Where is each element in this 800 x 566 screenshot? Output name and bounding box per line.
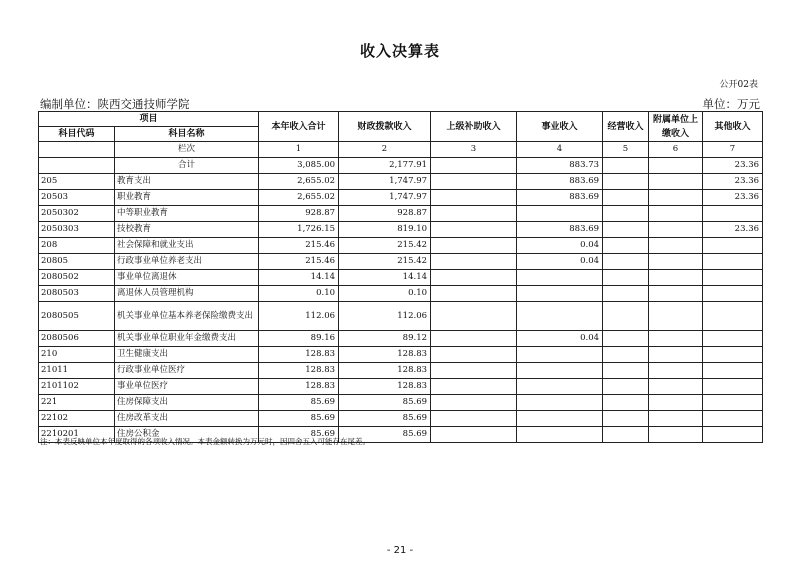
cell-code: 2080505	[39, 302, 115, 331]
affiliated-header: 附属单位上缴收入	[649, 112, 703, 142]
cell-total: 14.14	[259, 270, 339, 286]
cell-name: 中等职业教育	[115, 206, 259, 222]
cell-operating	[603, 302, 649, 331]
cell-business: 883.73	[517, 158, 603, 174]
total-header: 本年收入合计	[259, 112, 339, 142]
cell-code: 210	[39, 347, 115, 363]
cell-superior	[431, 347, 517, 363]
cell-code: 205	[39, 174, 115, 190]
cell-superior	[431, 286, 517, 302]
cell-operating	[603, 190, 649, 206]
cell-fiscal: 0.10	[339, 286, 431, 302]
cell-business	[517, 270, 603, 286]
cell-total: 85.69	[259, 395, 339, 411]
currency-unit: 单位：万元	[702, 97, 760, 111]
column-index-label: 栏次	[115, 142, 259, 158]
cell-operating	[603, 206, 649, 222]
cell-other	[703, 286, 763, 302]
cell-affiliated	[649, 206, 703, 222]
table-row	[39, 347, 763, 363]
cell-other	[703, 254, 763, 270]
cell-total: 215.46	[259, 254, 339, 270]
compiling-unit: 编制单位：陕西交通技师学院	[40, 97, 190, 111]
cell-name: 住房保障支出	[115, 395, 259, 411]
cell-other	[703, 238, 763, 254]
cell-other	[703, 302, 763, 331]
table-row	[39, 190, 763, 206]
cell-operating	[603, 331, 649, 347]
cell-business	[517, 427, 603, 443]
income-table	[38, 111, 763, 443]
column-number: 7	[703, 142, 763, 158]
cell-other	[703, 427, 763, 443]
table-row	[39, 174, 763, 190]
cell-business: 0.04	[517, 238, 603, 254]
item-header: 项目	[39, 112, 259, 127]
cell-name: 事业单位离退休	[115, 270, 259, 286]
cell-fiscal: 819.10	[339, 222, 431, 238]
cell-affiliated	[649, 254, 703, 270]
cell-fiscal: 89.12	[339, 331, 431, 347]
cell-operating	[603, 363, 649, 379]
cell-name: 行政事业单位养老支出	[115, 254, 259, 270]
cell-business	[517, 395, 603, 411]
cell-fiscal: 85.69	[339, 427, 431, 443]
cell-other: 23.36	[703, 158, 763, 174]
cell-affiliated	[649, 190, 703, 206]
cell-fiscal: 1,747.97	[339, 174, 431, 190]
cell-superior	[431, 331, 517, 347]
table-row	[39, 286, 763, 302]
table-code: 公开02表	[719, 80, 758, 90]
cell-superior	[431, 254, 517, 270]
cell-fiscal: 14.14	[339, 270, 431, 286]
cell-code: 22102	[39, 411, 115, 427]
cell-affiliated	[649, 363, 703, 379]
cell-superior	[431, 379, 517, 395]
cell-affiliated	[649, 347, 703, 363]
fiscal-header: 财政拨款收入	[339, 112, 431, 142]
cell-operating	[603, 411, 649, 427]
cell-name: 合计	[115, 158, 259, 174]
cell-other	[703, 270, 763, 286]
cell-business	[517, 347, 603, 363]
cell-business: 883.69	[517, 222, 603, 238]
cell-total: 85.69	[259, 411, 339, 427]
cell-business: 883.69	[517, 174, 603, 190]
cell-total: 128.83	[259, 347, 339, 363]
cell-name: 卫生健康支出	[115, 347, 259, 363]
column-number: 1	[259, 142, 339, 158]
cell-total: 2,655.02	[259, 174, 339, 190]
cell-affiliated	[649, 379, 703, 395]
cell-total: 128.83	[259, 363, 339, 379]
cell-business: 883.69	[517, 190, 603, 206]
cell-superior	[431, 302, 517, 331]
cell-affiliated	[649, 302, 703, 331]
cell-superior	[431, 395, 517, 411]
cell-business	[517, 363, 603, 379]
cell-total: 112.06	[259, 302, 339, 331]
cell-fiscal: 85.69	[339, 395, 431, 411]
cell-affiliated	[649, 238, 703, 254]
cell-operating	[603, 286, 649, 302]
cell-total: 2,655.02	[259, 190, 339, 206]
cell-fiscal: 128.83	[339, 347, 431, 363]
cell-code: 2101102	[39, 379, 115, 395]
cell-business	[517, 379, 603, 395]
table-row	[39, 238, 763, 254]
cell-code: 2080502	[39, 270, 115, 286]
cell-superior	[431, 158, 517, 174]
cell-affiliated	[649, 427, 703, 443]
cell-code: 2050302	[39, 206, 115, 222]
cell-name: 机关事业单位职业年金缴费支出	[115, 331, 259, 347]
cell-superior	[431, 238, 517, 254]
footnote: 注：本表反映单位本年度取得的各项收入情况。本表金额转换为万元时，因四舍五入可能存在尾差。	[40, 437, 370, 446]
cell-code	[39, 158, 115, 174]
cell-fiscal: 128.83	[339, 379, 431, 395]
cell-operating	[603, 395, 649, 411]
cell-name: 社会保障和就业支出	[115, 238, 259, 254]
table-row	[39, 379, 763, 395]
table-row	[39, 270, 763, 286]
cell-other	[703, 206, 763, 222]
cell-operating	[603, 347, 649, 363]
cell-business	[517, 302, 603, 331]
column-number: 6	[649, 142, 703, 158]
cell-name: 离退休人员管理机构	[115, 286, 259, 302]
cell-fiscal: 128.83	[339, 363, 431, 379]
cell-code: 21011	[39, 363, 115, 379]
cell-business	[517, 411, 603, 427]
cell-superior	[431, 411, 517, 427]
table-row	[39, 363, 763, 379]
table-row	[39, 302, 763, 331]
cell-total: 85.69	[259, 427, 339, 443]
cell-affiliated	[649, 286, 703, 302]
name-header: 科目名称	[115, 127, 259, 142]
cell-fiscal: 2,177.91	[339, 158, 431, 174]
superior-header: 上级补助收入	[431, 112, 517, 142]
cell-affiliated	[649, 411, 703, 427]
code-header: 科目代码	[39, 127, 115, 142]
cell-other	[703, 379, 763, 395]
cell-name: 住房公积金	[115, 427, 259, 443]
cell-business	[517, 206, 603, 222]
cell-fiscal: 112.06	[339, 302, 431, 331]
cell-other	[703, 395, 763, 411]
cell-other: 23.36	[703, 174, 763, 190]
table-row	[39, 222, 763, 238]
cell-superior	[431, 206, 517, 222]
table-row	[39, 158, 763, 174]
cell-business: 0.04	[517, 331, 603, 347]
cell-other: 23.36	[703, 190, 763, 206]
cell-business	[517, 286, 603, 302]
column-number: 3	[431, 142, 517, 158]
cell-fiscal: 1,747.97	[339, 190, 431, 206]
cell-code: 208	[39, 238, 115, 254]
cell-superior	[431, 427, 517, 443]
cell-total: 0.10	[259, 286, 339, 302]
cell-other	[703, 363, 763, 379]
cell-total: 89.16	[259, 331, 339, 347]
cell-operating	[603, 222, 649, 238]
cell-superior	[431, 363, 517, 379]
cell-affiliated	[649, 331, 703, 347]
cell-operating	[603, 174, 649, 190]
cell-affiliated	[649, 158, 703, 174]
cell-superior	[431, 222, 517, 238]
table-row	[39, 206, 763, 222]
cell-code: 2210201	[39, 427, 115, 443]
column-number: 2	[339, 142, 431, 158]
cell-operating	[603, 427, 649, 443]
cell-name: 机关事业单位基本养老保险缴费支出	[115, 302, 259, 331]
cell-total: 928.87	[259, 206, 339, 222]
cell-code: 2050303	[39, 222, 115, 238]
cell-affiliated	[649, 174, 703, 190]
cell-code: 20503	[39, 190, 115, 206]
cell-other	[703, 411, 763, 427]
cell-total: 1,726.15	[259, 222, 339, 238]
cell-operating	[603, 238, 649, 254]
cell-superior	[431, 270, 517, 286]
cell-affiliated	[649, 222, 703, 238]
page-title: 收入决算表	[359, 42, 440, 60]
table-row	[39, 331, 763, 347]
column-number: 5	[603, 142, 649, 158]
cell-other	[703, 347, 763, 363]
cell-other	[703, 331, 763, 347]
cell-fiscal: 215.42	[339, 238, 431, 254]
cell-code: 20805	[39, 254, 115, 270]
cell-business: 0.04	[517, 254, 603, 270]
column-number: 4	[517, 142, 603, 158]
cell-name: 住房改革支出	[115, 411, 259, 427]
cell-operating	[603, 379, 649, 395]
cell-total: 128.83	[259, 379, 339, 395]
cell-operating	[603, 270, 649, 286]
operating-header: 经营收入	[603, 112, 649, 142]
cell-affiliated	[649, 395, 703, 411]
other-header: 其他收入	[703, 112, 763, 142]
cell-code: 2080506	[39, 331, 115, 347]
cell-fiscal: 215.42	[339, 254, 431, 270]
cell-other: 23.36	[703, 222, 763, 238]
page-number: - 21 -	[386, 545, 414, 556]
cell-total: 215.46	[259, 238, 339, 254]
business-header: 事业收入	[517, 112, 603, 142]
cell-name: 职业教育	[115, 190, 259, 206]
cell-operating	[603, 254, 649, 270]
cell-name: 事业单位医疗	[115, 379, 259, 395]
cell-code: 2080503	[39, 286, 115, 302]
table-row	[39, 395, 763, 411]
cell-superior	[431, 190, 517, 206]
cell-name: 教育支出	[115, 174, 259, 190]
cell-fiscal: 85.69	[339, 411, 431, 427]
cell-fiscal: 928.87	[339, 206, 431, 222]
cell-superior	[431, 174, 517, 190]
cell-name: 技校教育	[115, 222, 259, 238]
table-row	[39, 411, 763, 427]
table-row	[39, 254, 763, 270]
cell-total: 3,085.00	[259, 158, 339, 174]
cell-affiliated	[649, 270, 703, 286]
cell-code: 221	[39, 395, 115, 411]
cell-operating	[603, 158, 649, 174]
cell-name: 行政事业单位医疗	[115, 363, 259, 379]
